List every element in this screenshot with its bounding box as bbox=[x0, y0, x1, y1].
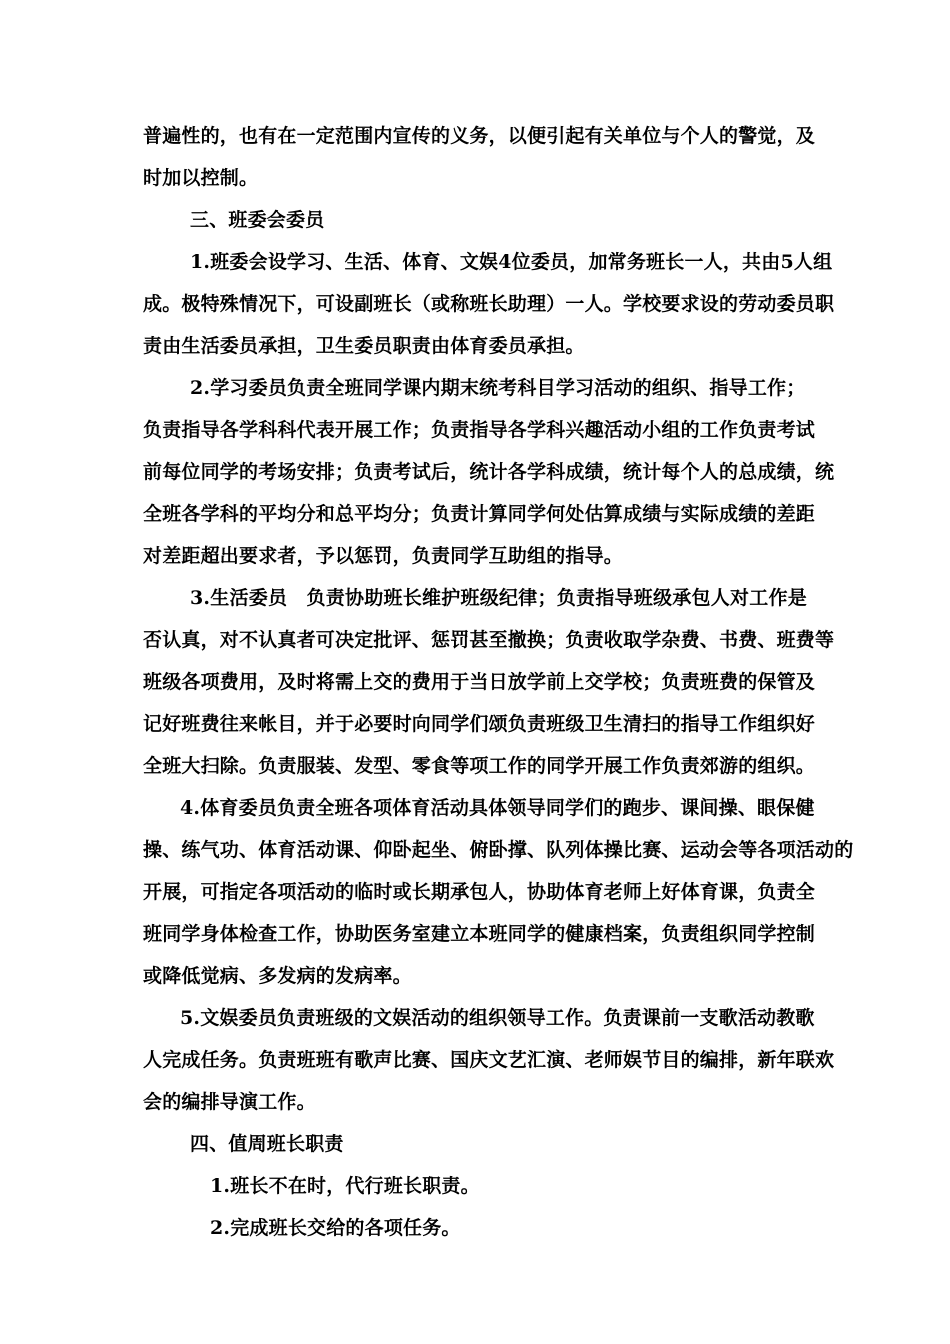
paragraph-line: 责由生活委员承担，卫生委员职责由体育委员承担。 bbox=[143, 335, 585, 357]
paragraph-line: 或降低觉病、多发病的发病率。 bbox=[143, 965, 412, 987]
paragraph-line: 记好班费往来帐目，并于必要时向同学们颂负责班级卫生清扫的指导工作组织好 bbox=[143, 713, 816, 735]
paragraph-line: 1.班委会设学习、生活、体育、文娱4位委员，加常务班长一人，共由5人组 bbox=[190, 251, 833, 273]
paragraph-line: 班级各项费用，及时将需上交的费用于当日放学前上交学校；负责班费的保管及 bbox=[143, 671, 816, 693]
paragraph-line: 2.完成班长交给的各项任务。 bbox=[210, 1217, 461, 1239]
paragraph-line: 时加以控制。 bbox=[143, 167, 259, 189]
paragraph-line: 2.学习委员负责全班同学课内期末统考科目学习活动的组织、指导工作； bbox=[190, 377, 806, 399]
paragraph-line: 会的编排导演工作。 bbox=[143, 1091, 316, 1113]
paragraph-line: 负责指导各学科科代表开展工作；负责指导各学科兴趣活动小组的工作负责考试 bbox=[143, 419, 816, 441]
paragraph-line: 全班大扫除。负责服装、发型、零食等项工作的同学开展工作负责郊游的组织。 bbox=[143, 755, 816, 777]
paragraph-line: 否认真，对不认真者可决定批评、惩罚甚至撤换；负责收取学杂费、书费、班费等 bbox=[143, 629, 835, 651]
paragraph-line: 班同学身体检查工作，协助医务室建立本班同学的健康档案，负责组织同学控制 bbox=[143, 923, 816, 945]
paragraph-line: 前每位同学的考场安排；负责考试后，统计各学科成绩，统计每个人的总成绩，统 bbox=[143, 461, 835, 483]
paragraph-line: 对差距超出要求者，予以惩罚，负责同学互助组的指导。 bbox=[143, 545, 624, 567]
paragraph-line: 人完成任务。负责班班有歌声比赛、国庆文艺汇演、老师娱节目的编排，新年联欢 bbox=[143, 1049, 835, 1071]
paragraph-line: 普遍性的，也有在一定范围内宣传的义务，以便引起有关单位与个人的警觉，及 bbox=[143, 125, 816, 147]
paragraph-line: 全班各学科的平均分和总平均分；负责计算同学何处估算成绩与实际成绩的差距 bbox=[143, 503, 816, 525]
section-heading: 四、值周班长职责 bbox=[190, 1133, 344, 1155]
paragraph-line: 开展，可指定各项活动的临时或长期承包人，协助体育老师上好体育课，负责全 bbox=[143, 881, 816, 903]
paragraph-line: 1.班长不在时，代行班长职责。 bbox=[210, 1175, 480, 1197]
section-heading: 三、班委会委员 bbox=[190, 209, 325, 231]
paragraph-line: 5.文娱委员负责班级的文娱活动的组织领导工作。负责课前一支歌活动教歌 bbox=[180, 1007, 815, 1029]
paragraph-line: 成。极特殊情况下，可设副班长（或称班长助理）一人。学校要求设的劳动委员职 bbox=[143, 293, 835, 315]
paragraph-line: 4.体育委员负责全班各项体育活动具体领导同学们的跑步、课间操、眼保健 bbox=[180, 797, 815, 819]
paragraph-line: 操、练气功、体育活动课、仰卧起坐、俯卧撑、队列体操比赛、运动会等各项活动的 bbox=[143, 839, 854, 861]
paragraph-line: 3.生活委员 负责协助班长维护班级纪律；负责指导班级承包人对工作是 bbox=[190, 587, 807, 609]
